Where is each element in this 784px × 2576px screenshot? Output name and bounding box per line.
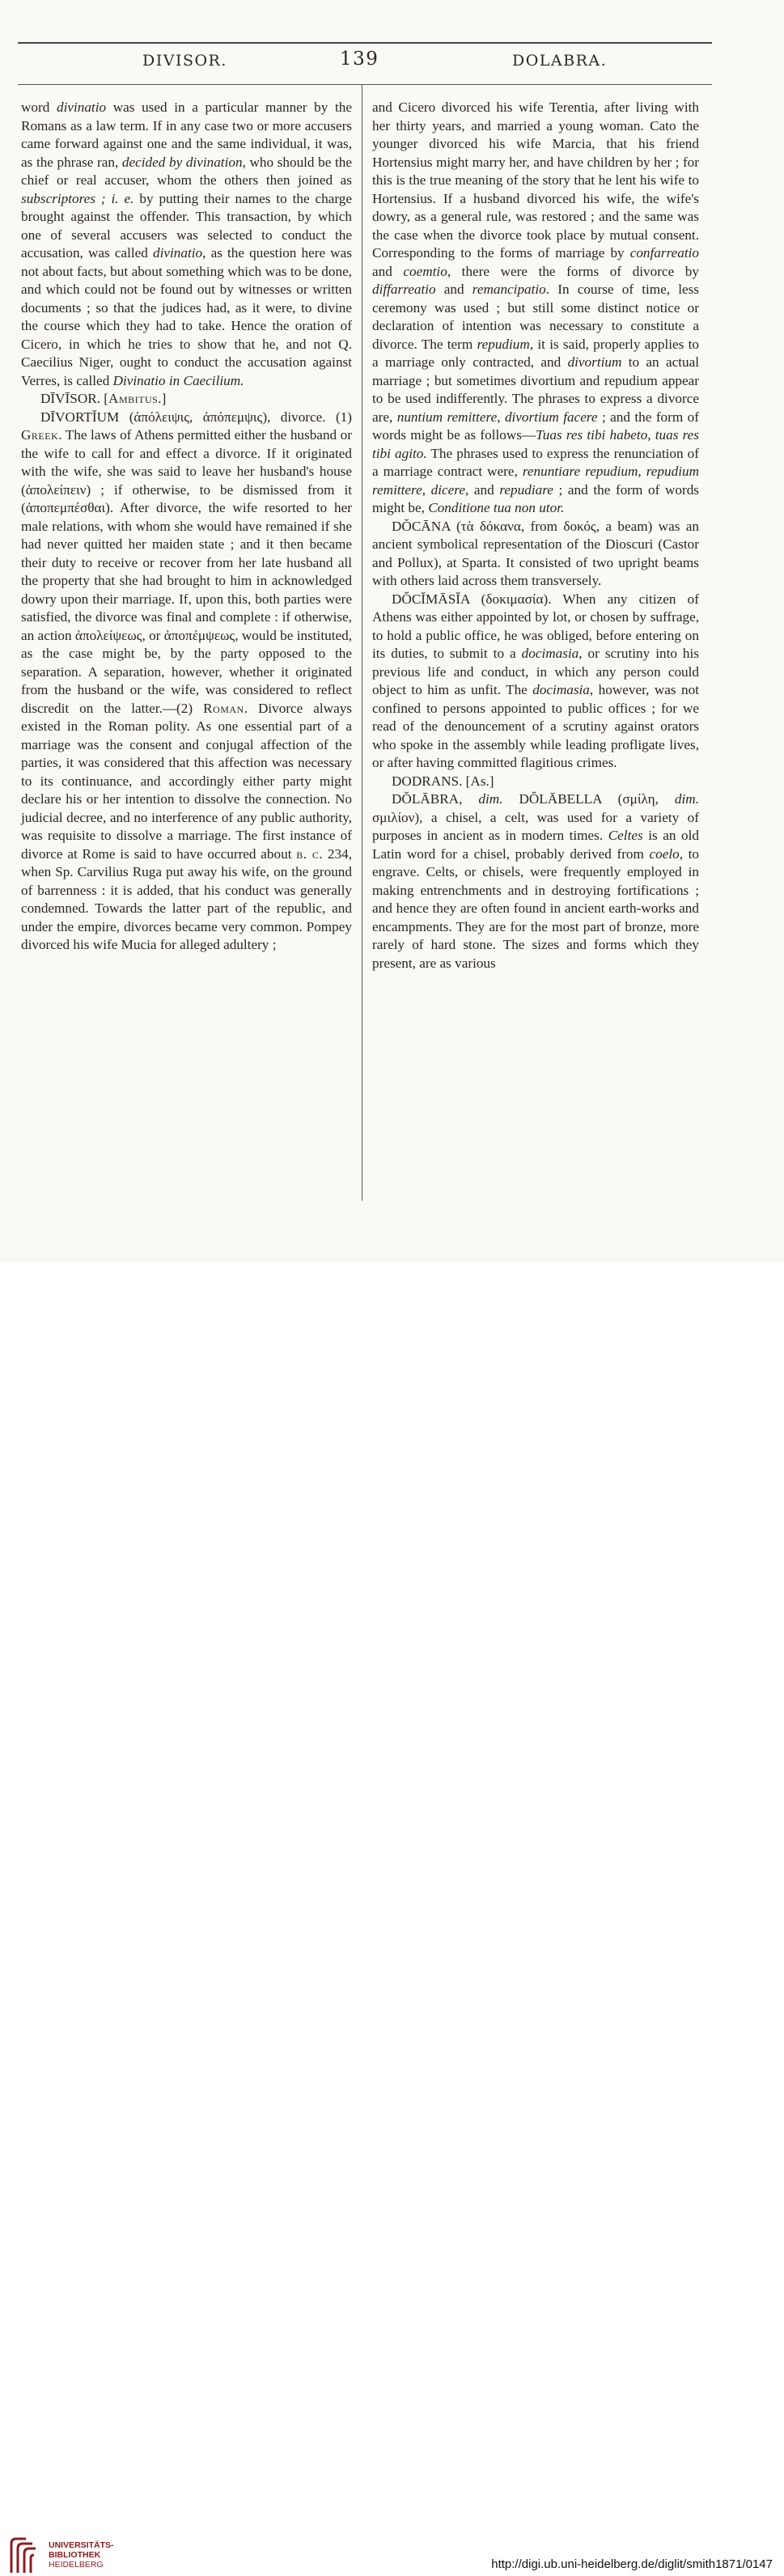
paragraph: DODRANS. [As.] <box>392 773 494 789</box>
paragraph: DŎLĀBRA, dim. DŎLĀBELLA (σμίλη, dim. σμιλίον), a chisel, a celt, was used for a variety of purposes in ancient as in modern times. Celtes is an old Latin word for a chisel, probably derived from coelo, to engrave. Celts, or chisels, were frequently employed in making entrenchments and in destroying fortifications ; and hence they are often found in ancient earth-works and encampments. They are for the most part of bronze, more rarely of hard stone. The sizes and forms which they present, are as various <box>372 791 699 971</box>
left-column <box>21 99 352 955</box>
page-number: 139 <box>340 49 379 70</box>
library-name <box>49 2540 114 2570</box>
library-name-line1: UNIVERSITÄTS- <box>49 2540 114 2550</box>
library-logo-icon <box>8 2536 39 2576</box>
running-head-left: DIVISOR. <box>142 52 227 70</box>
paragraph: DĪVĪSOR. [Ambitus.] <box>40 391 167 406</box>
book-page <box>0 0 784 1262</box>
top-rule <box>18 42 712 44</box>
library-name-line2: BIBLIOTHEK <box>49 2550 101 2560</box>
right-column <box>372 99 699 972</box>
library-name-line3: HEIDELBERG <box>49 2560 104 2570</box>
source-url-link[interactable]: http://digi.ub.uni-heidelberg.de/diglit/smith1871/0147 <box>491 2557 773 2571</box>
paragraph: DŎCĬMĀSĬA (δοκιμασία). When any citizen of Athens was either appointed by lot, or chosen by suffrage, to hold a public office, he was obliged, before entering on its duties, to submit to a docimasia, or scrutiny into his previous life and conduct, in which any person could object to him as unfit. The docimasia, however, was not confined to persons appointed to public offices ; for we read of the denouncement of a scrutiny against orators who spoke in the assembly while leading profligate lives, or after having committed flagitious crimes. <box>372 591 699 770</box>
paragraph: DĪVORTĬUM (ἀπόλειψις, ἀπόπεμψις), divorce. (1) Greek. The laws of Athens permitted either the husband or the wife to call for and effect a divorce. If it originated with the wife, she was said to leave her husband's house (ἀπολείπειν) ; if otherwise, to be dismissed from it (ἀποπεμπέσθαι). After divorce, the wife resorted to her male relations, with whom she would have remained if she had never quitted her maiden state ; and it then became their duty to receive or recover from her late husband all the property that she had brought to him in acknowledged dowry upon their marriage. If, upon this, both parties were satisfied, the divorce was final and complete : if otherwise, an action ἀπολείψεως, or ἀποπέμψεως, would be instituted, as the case might be, by the party opposed to the separation. A separation, however, whether it originated from the husband or the wife, was considered to reflect discredit on the latter.—(2) Roman. Divorce always existed in the Roman polity. As one essential part of a marriage was the consent and conjugal affection of the parties, it was considered that this affection was necessary to its continuance, and accordingly either party might declare his or her intention to dissolve the connection. No judicial decree, and no interference of any public authority, was requisite to dissolve a marriage. The first instance of divorce at Rome is said to have occurred about b. c. 234, when Sp. Carvilius Ruga put away his wife, on the ground of barrenness : it is added, that his conduct was generally condemned. Towards the latter part of the republic, and under the empire, divorces became very common. Pompey divorced his wife Mucia for alleged adultery ; <box>21 409 353 952</box>
paragraph: DŎCĀNA (τὰ δόκανα, from δοκός, a beam) was an ancient symbolical representation of the Dioscuri (Castor and Pollux), at Sparta. It consisted of two upright beams with others laid across them transversely. <box>372 518 699 588</box>
running-head-right: DOLABRA. <box>512 52 608 70</box>
footer <box>0 1262 784 2571</box>
paragraph: and Cicero divorced his wife Terentia, after living with her thirty years, and married a young woman. Cato the younger divorced his wife Marcia, that his friend Hortensius might marry her, and have children by her ; for this is the true meaning of the story that he lent his wife to Hortensius. If a husband divorced his wife, the wife's dowry, as a general rule, was restored ; and the same was the case when the divorce took place by mutual consent. Corresponding to the forms of marriage by confarreatio and coemtio, there were the forms of divorce by diffarreatio and remancipatio. In course of time, less ceremony was used ; but still some distinct notice or declaration of intention was necessary to constitute a divorce. The term repudium, it is said, properly applies to a marriage only contracted, and divortium to an actual marriage ; but sometimes divortium and repudium appear to be used indifferently. The phrases to express a divorce are, nuntium remittere, divortium facere ; and the form of words might be as follows—Tuas res tibi habeto, tuas res tibi agito. The phrases used to express the renunciation of a marriage contract were, renuntiare repudium, repudium remittere, dicere, and repudiare ; and the form of words might be, Conditione tua non utor. <box>372 100 700 515</box>
paragraph: word divinatio was used in a particular manner by the Romans as a law term. If in any case two or more accusers came forward against one and the same individual, it was, as the phrase ran, decided by divination, who should be the chief or real accuser, whom the others then joined as subscriptores ; i. e. by putting their names to the charge brought against the offender. This transaction, by which one of several accusers was selected to conduct the accusation, was called divinatio, as the question here was not about facts, but about something which was to be done, and which could not be found out by witnesses or written documents ; so that the judices had, as it were, to divine the course which they had to take. Hence the oration of Cicero, in which he tries to show that he, and not Q. Caecilius Niger, ought to conduct the accusation against Verres, is called Divinatio in Caecilium. <box>21 100 352 388</box>
header-rule <box>18 84 712 85</box>
